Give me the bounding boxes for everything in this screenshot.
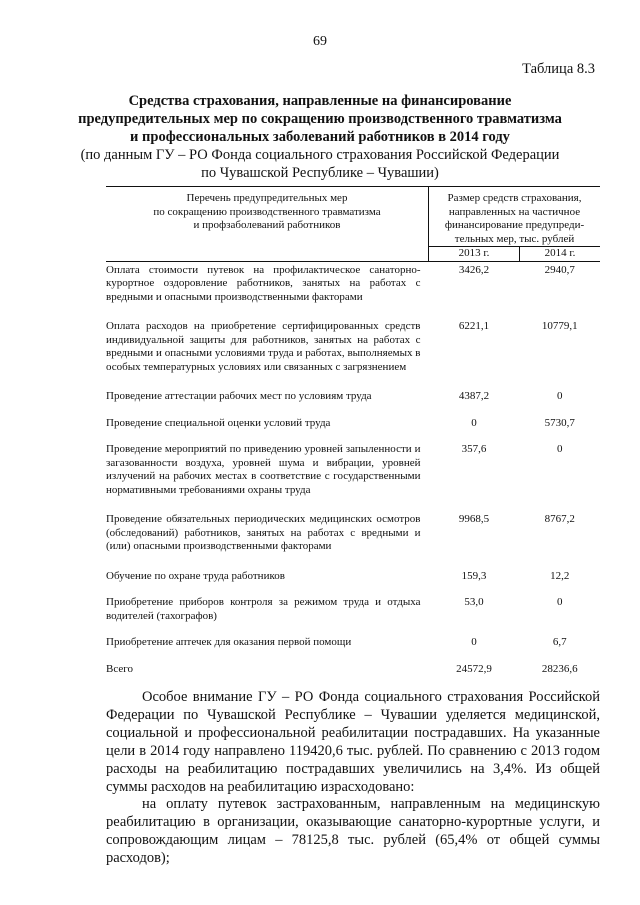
value-2013: 4387,2 — [458, 390, 490, 402]
header-line: Размер средств страхования, — [447, 192, 582, 204]
header-year-2013: 2013 г. — [429, 247, 520, 262]
insurance-funds-table — [106, 186, 600, 676]
table-row — [106, 623, 600, 650]
header-line: направленных на частичное — [448, 205, 581, 218]
body-paragraph: Особое внимание ГУ – РО Фонда социального страхования Российской Федерации по Чувашской Республике – Чувашии уделяется медицинской, социальной и профессиональной реабилитации пострадавших. На указанные цели в 2014 году направлено 119420,6 тыс. рублей. По сравнению с 2013 годом расходы на реабилитацию пострадавших увеличились на 3,4%. Из общей суммы расходов на реабилитацию израсходовано: — [106, 689, 600, 795]
table-header-row — [106, 187, 600, 247]
page-number: 69 — [313, 34, 327, 49]
header-year-2014: 2014 г. — [520, 247, 601, 262]
value-2014: 10779,1 — [541, 320, 578, 332]
value-2013: 159,3 — [461, 569, 487, 582]
value-2014: 0 — [557, 596, 563, 608]
value-2014: 12,2 — [550, 569, 570, 582]
value-2013: 53,0 — [464, 596, 484, 608]
value-2013: 6221,1 — [458, 320, 490, 332]
row-description: Проведение мероприятий по приведению уровней запыленности и загазованности воздуха, уровней шума и вибрации, уровней излучений на рабочих местах в соответствие с государственными нормативными требованиями охраны труда — [106, 443, 421, 496]
row-description: Обучение по охране труда работников — [106, 569, 285, 582]
title-line: и профессиональных заболеваний работников в 2014 году — [130, 129, 510, 145]
table-row — [106, 430, 600, 497]
value-2014: 8767,2 — [544, 513, 575, 525]
table-row — [106, 497, 600, 554]
value-2013: 3426,2 — [458, 263, 490, 276]
body-paragraph: на оплату путевок застрахованным, направленным на медицинскую реабилитацию в организации, оказывающие санаторно-курортные услуги, и сопровождающим лицам – 78125,8 тыс. рублей (65,4% от общей суммы расходов); — [106, 796, 600, 866]
table-title — [78, 92, 562, 182]
table-row — [106, 304, 600, 374]
table-total-row — [106, 650, 600, 677]
row-description: Приобретение приборов контроля за режимом труда и отдыха водителей (тахографов) — [106, 596, 421, 622]
row-description: Проведение специальной оценки условий труда — [106, 416, 331, 429]
header-amount — [429, 187, 601, 247]
table-row — [106, 261, 600, 304]
header-line: Перечень предупредительных мер — [186, 192, 348, 204]
table-row — [106, 554, 600, 584]
row-description: Оплата расходов на приобретение сертифицированных средств индивидуальной защиты для работников, занятых на работах с вредными и опасными условиями труда и работах, выполняемых в особых температурных условиях или связанных с загрязнением — [106, 320, 421, 373]
header-measures — [106, 187, 429, 262]
value-2014: 5730,7 — [544, 416, 575, 429]
table-label: Таблица 8.3 — [522, 61, 595, 77]
title-subline: по Чувашской Республике – Чувашии) — [201, 165, 439, 181]
header-line: и профзаболеваний работников — [193, 219, 341, 231]
value-2014: 2940,7 — [544, 263, 575, 276]
value-2013: 0 — [471, 416, 477, 429]
header-line: тельных мер, тыс. рублей — [454, 232, 575, 245]
title-line: предупредительных мер по сокращению производственного травматизма — [78, 111, 562, 127]
total-2014: 28236,6 — [541, 662, 578, 675]
total-2013: 24572,9 — [456, 662, 492, 675]
value-2013: 357,6 — [461, 443, 487, 455]
header-line: финансирование предупреди- — [444, 219, 585, 231]
total-label: Всего — [106, 662, 133, 675]
row-description: Оплата стоимости путевок на профилактическое санаторно-курортное оздоровление работников, занятых на работах с вредными и опасными производственными факторами — [106, 263, 421, 303]
table-row — [106, 404, 600, 431]
title-line: Средства страхования, направленные на финансирование — [128, 93, 512, 109]
value-2013: 9968,5 — [458, 513, 490, 525]
row-description: Приобретение аптечек для оказания первой помощи — [106, 636, 352, 648]
table-row — [106, 374, 600, 404]
row-description: Проведение обязательных периодических медицинских осмотров (обследований) работников, занятых на работах с вредными и (или) опасными производственными факторами — [106, 513, 421, 552]
row-description: Проведение аттестации рабочих мест по условиям труда — [106, 390, 372, 402]
header-line: по сокращению производственного травматизма — [153, 205, 381, 218]
value-2013: 0 — [471, 636, 477, 648]
value-2014: 6,7 — [552, 636, 567, 648]
value-2014: 0 — [557, 443, 563, 455]
value-2014: 0 — [557, 390, 563, 402]
title-subline: (по данным ГУ – РО Фонда социального страхования Российской Федерации — [80, 147, 560, 163]
table-row — [106, 583, 600, 623]
